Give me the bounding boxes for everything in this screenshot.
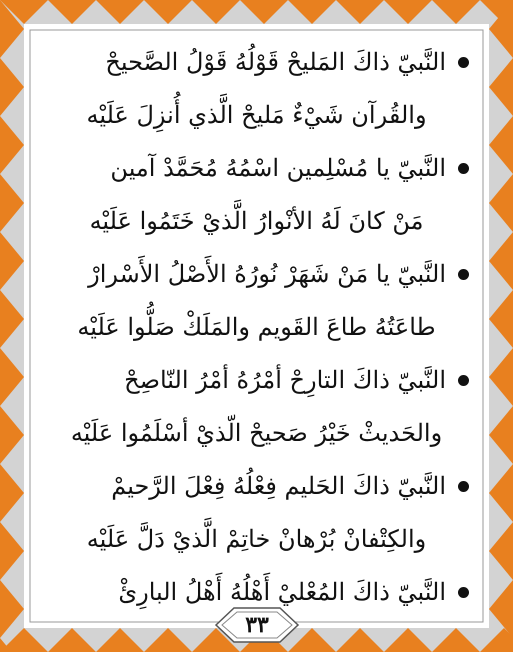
- verse-line: [36, 409, 477, 457]
- bullet-icon: [458, 57, 469, 68]
- verse-line: [36, 91, 477, 139]
- bullet-icon: [458, 163, 469, 174]
- verse-text: النَّبيّ ذاكَ المَليحْ قَوْلُهُ قَوْلُ الصَّحيحْ: [105, 48, 446, 76]
- bullet-icon: [458, 481, 469, 492]
- verse-line: [36, 197, 477, 245]
- verse-line: [36, 303, 477, 351]
- bullet-icon: [458, 375, 469, 386]
- verse-line: [36, 38, 477, 86]
- bullet-icon: [458, 587, 469, 598]
- verse-text: والحَديثْ خَيْرُ صَحيحْ الّذيْ أسْلَمُوا عَلَيْه: [70, 419, 443, 447]
- verse-line: [36, 144, 477, 192]
- verse-text: النَّبيّ ذاكَ المُعْليْ أَهْلُهُ أَهْلُ البارِئْ: [118, 578, 446, 606]
- verse-line: [36, 250, 477, 298]
- verse-text: والقُرآن شَيْءٌ مَليحْ الَّذي أُنزِلَ عَلَيْه: [86, 101, 427, 129]
- verse-text: النَّبيّ يا مُسْلِمين اسْمُهُ مُحَمَّدْ آمين: [110, 154, 446, 182]
- verse-text: والكِتْفانْ بُرْهانْ خاتِمْ الَّذيْ دَلَّ عَلَيْه: [86, 525, 427, 553]
- verse-text: النَّبيّ ذاكَ التارِحْ أمْرُهُ أمْرُ النّاصِحْ: [124, 366, 446, 394]
- verse-line: [36, 515, 477, 563]
- page-number: ٣٣: [245, 612, 269, 638]
- bullet-icon: [458, 269, 469, 280]
- page-number-badge: [212, 606, 302, 644]
- verse-text: النَّبيّ يا مَنْ شَهَرْ نُورُهُ الأَصْلُ الأَسْرارْ: [88, 260, 446, 288]
- verse-line: [36, 462, 477, 510]
- verse-line: [36, 356, 477, 404]
- text-body: [36, 38, 477, 616]
- verse-text: مَنْ كانَ لَهُ الأنْوارُ الَّذيْ خَتَمُوا عَلَيْه: [89, 207, 424, 235]
- verse-text: طاعَتُهُ طاعَ القَويم والمَلَكْ صَلُّوا عَلَيْه: [77, 313, 436, 341]
- verse-text: النَّبيّ ذاكَ الحَليم فِعْلُهُ فِعْلَ الرَّحيمْ: [111, 472, 446, 500]
